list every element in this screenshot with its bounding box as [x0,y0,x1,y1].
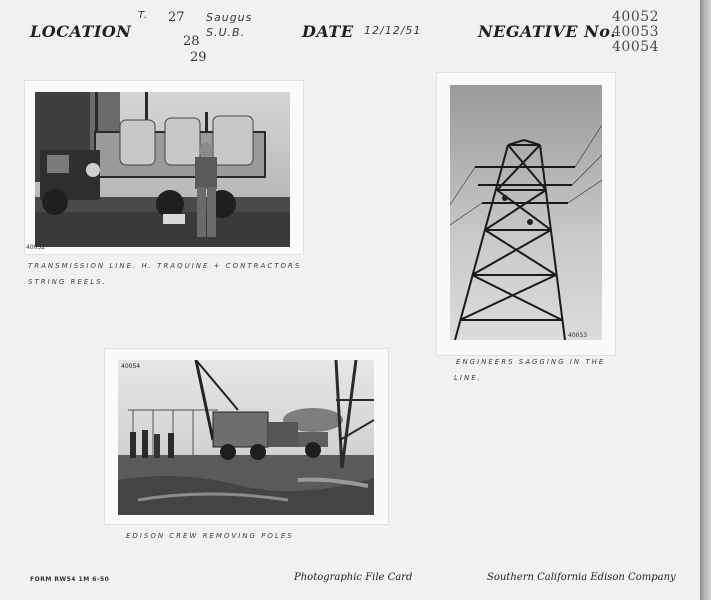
card-edge [700,0,711,600]
date-label: DATE [302,22,354,41]
negative-number-2: 40053 [612,24,660,40]
crane-truck-image [118,360,374,515]
tower-number-1: 27 [168,10,185,25]
truck-reels-image [35,92,290,247]
photo-2-caption-line2: LINE. [454,374,482,382]
location-label: LOCATION [30,22,132,41]
negative-number-3: 40054 [612,39,660,55]
photo-2-neg-mark: 40053 [568,332,588,339]
location-prefix: T. [138,10,149,21]
photo-3-neg-mark: 40054 [121,363,141,370]
tower-image [450,85,602,340]
date-value: 12/12/51 [364,24,422,37]
company-name: Southern California Edison Company [487,572,676,583]
negative-label: NEGATIVE No. [478,22,617,41]
photo-truck-reels [35,92,290,247]
negative-number-1: 40052 [612,9,660,25]
photo-3-caption-line1: EDISON CREW REMOVING POLES [126,532,294,540]
photo-2-caption-line1: ENGINEERS SAGGING IN THE [456,358,606,366]
tower-number-2: 28 [183,34,200,49]
tower-number-3: 29 [190,50,207,65]
location-value: Saugus S.U.B. [206,11,253,39]
photo-1-caption-line1: TRANSMISSION LINE. H. TRAQUINE + CONTRACTORS [28,262,302,270]
photo-1-caption-line2: STRING REELS. [28,278,107,286]
photo-tower [450,85,602,340]
photo-crane-truck [118,360,374,515]
form-number: FORM RW54 1M 6-50 [30,576,110,583]
photo-1-neg-mark: 40052 [26,244,46,251]
card-title: Photographic File Card [294,572,413,583]
